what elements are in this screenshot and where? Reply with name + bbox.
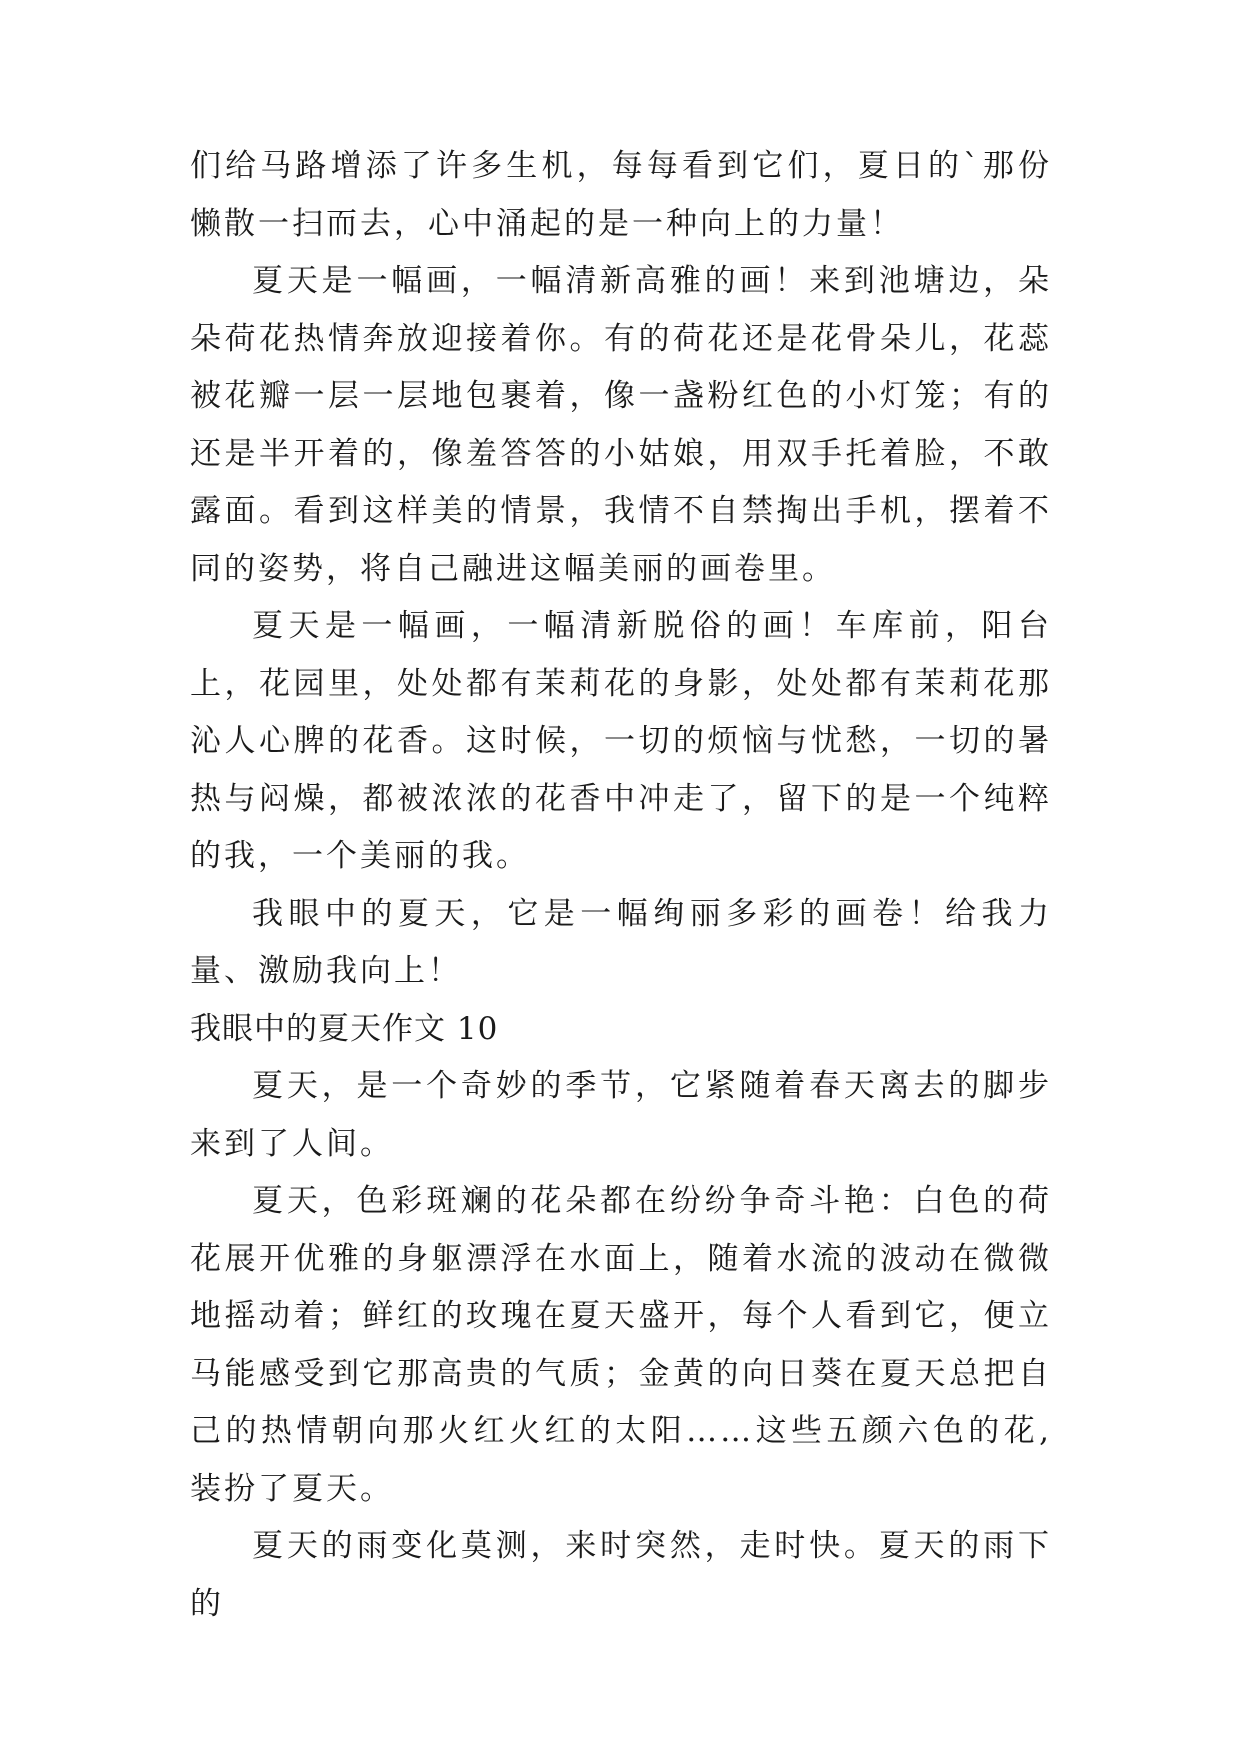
paragraph: 夏天，是一个奇妙的季节，它紧随着春天离去的脚步来到了人间。 <box>190 1068 1052 1162</box>
essay-heading: 我眼中的夏天作文 10 <box>190 1010 499 1047</box>
paragraph: 夏天，色彩斑斓的花朵都在纷纷争奇斗艳：白色的荷花展开优雅的身躯漂浮在水面上，随着水流的波动在微微地摇动着；鲜红的玫瑰在夏天盛开，每个人看到它，便立马能感受到它那高贵的气质；金黄的向日葵在夏天总把自己的热情朝向那火红火红的太阳……这些五颜六色的花,装扮了夏天。 <box>190 1183 1052 1507</box>
paragraph: 夏天的雨变化莫测，来时突然，走时快。夏天的雨下的 <box>190 1528 1052 1622</box>
paragraph: 夏天是一幅画，一幅清新脱俗的画！车库前，阳台上，花园里，处处都有茉莉花的身影，处处都有茉莉花那沁人心脾的花香。这时候，一切的烦恼与忧愁，一切的暑热与闷燥，都被浓浓的花香中冲走了，留下的是一个纯粹的我，一个美丽的我。 <box>190 608 1052 874</box>
document-page <box>190 138 1052 1633</box>
paragraph: 们给马路增添了许多生机，每每看到它们，夏日的`那份懒散一扫而去，心中涌起的是一种向上的力量！ <box>190 148 1052 242</box>
paragraph: 夏天是一幅画，一幅清新高雅的画！来到池塘边，朵朵荷花热情奔放迎接着你。有的荷花还是花骨朵儿，花蕊被花瓣一层一层地包裹着，像一盏粉红色的小灯笼；有的还是半开着的，像羞答答的小姑娘，用双手托着脸，不敢露面。看到这样美的情景，我情不自禁掏出手机，摆着不同的姿势，将自己融进这幅美丽的画卷里。 <box>190 263 1052 587</box>
paragraph: 我眼中的夏天，它是一幅绚丽多彩的画卷！给我力量、激励我向上！ <box>190 895 1052 989</box>
